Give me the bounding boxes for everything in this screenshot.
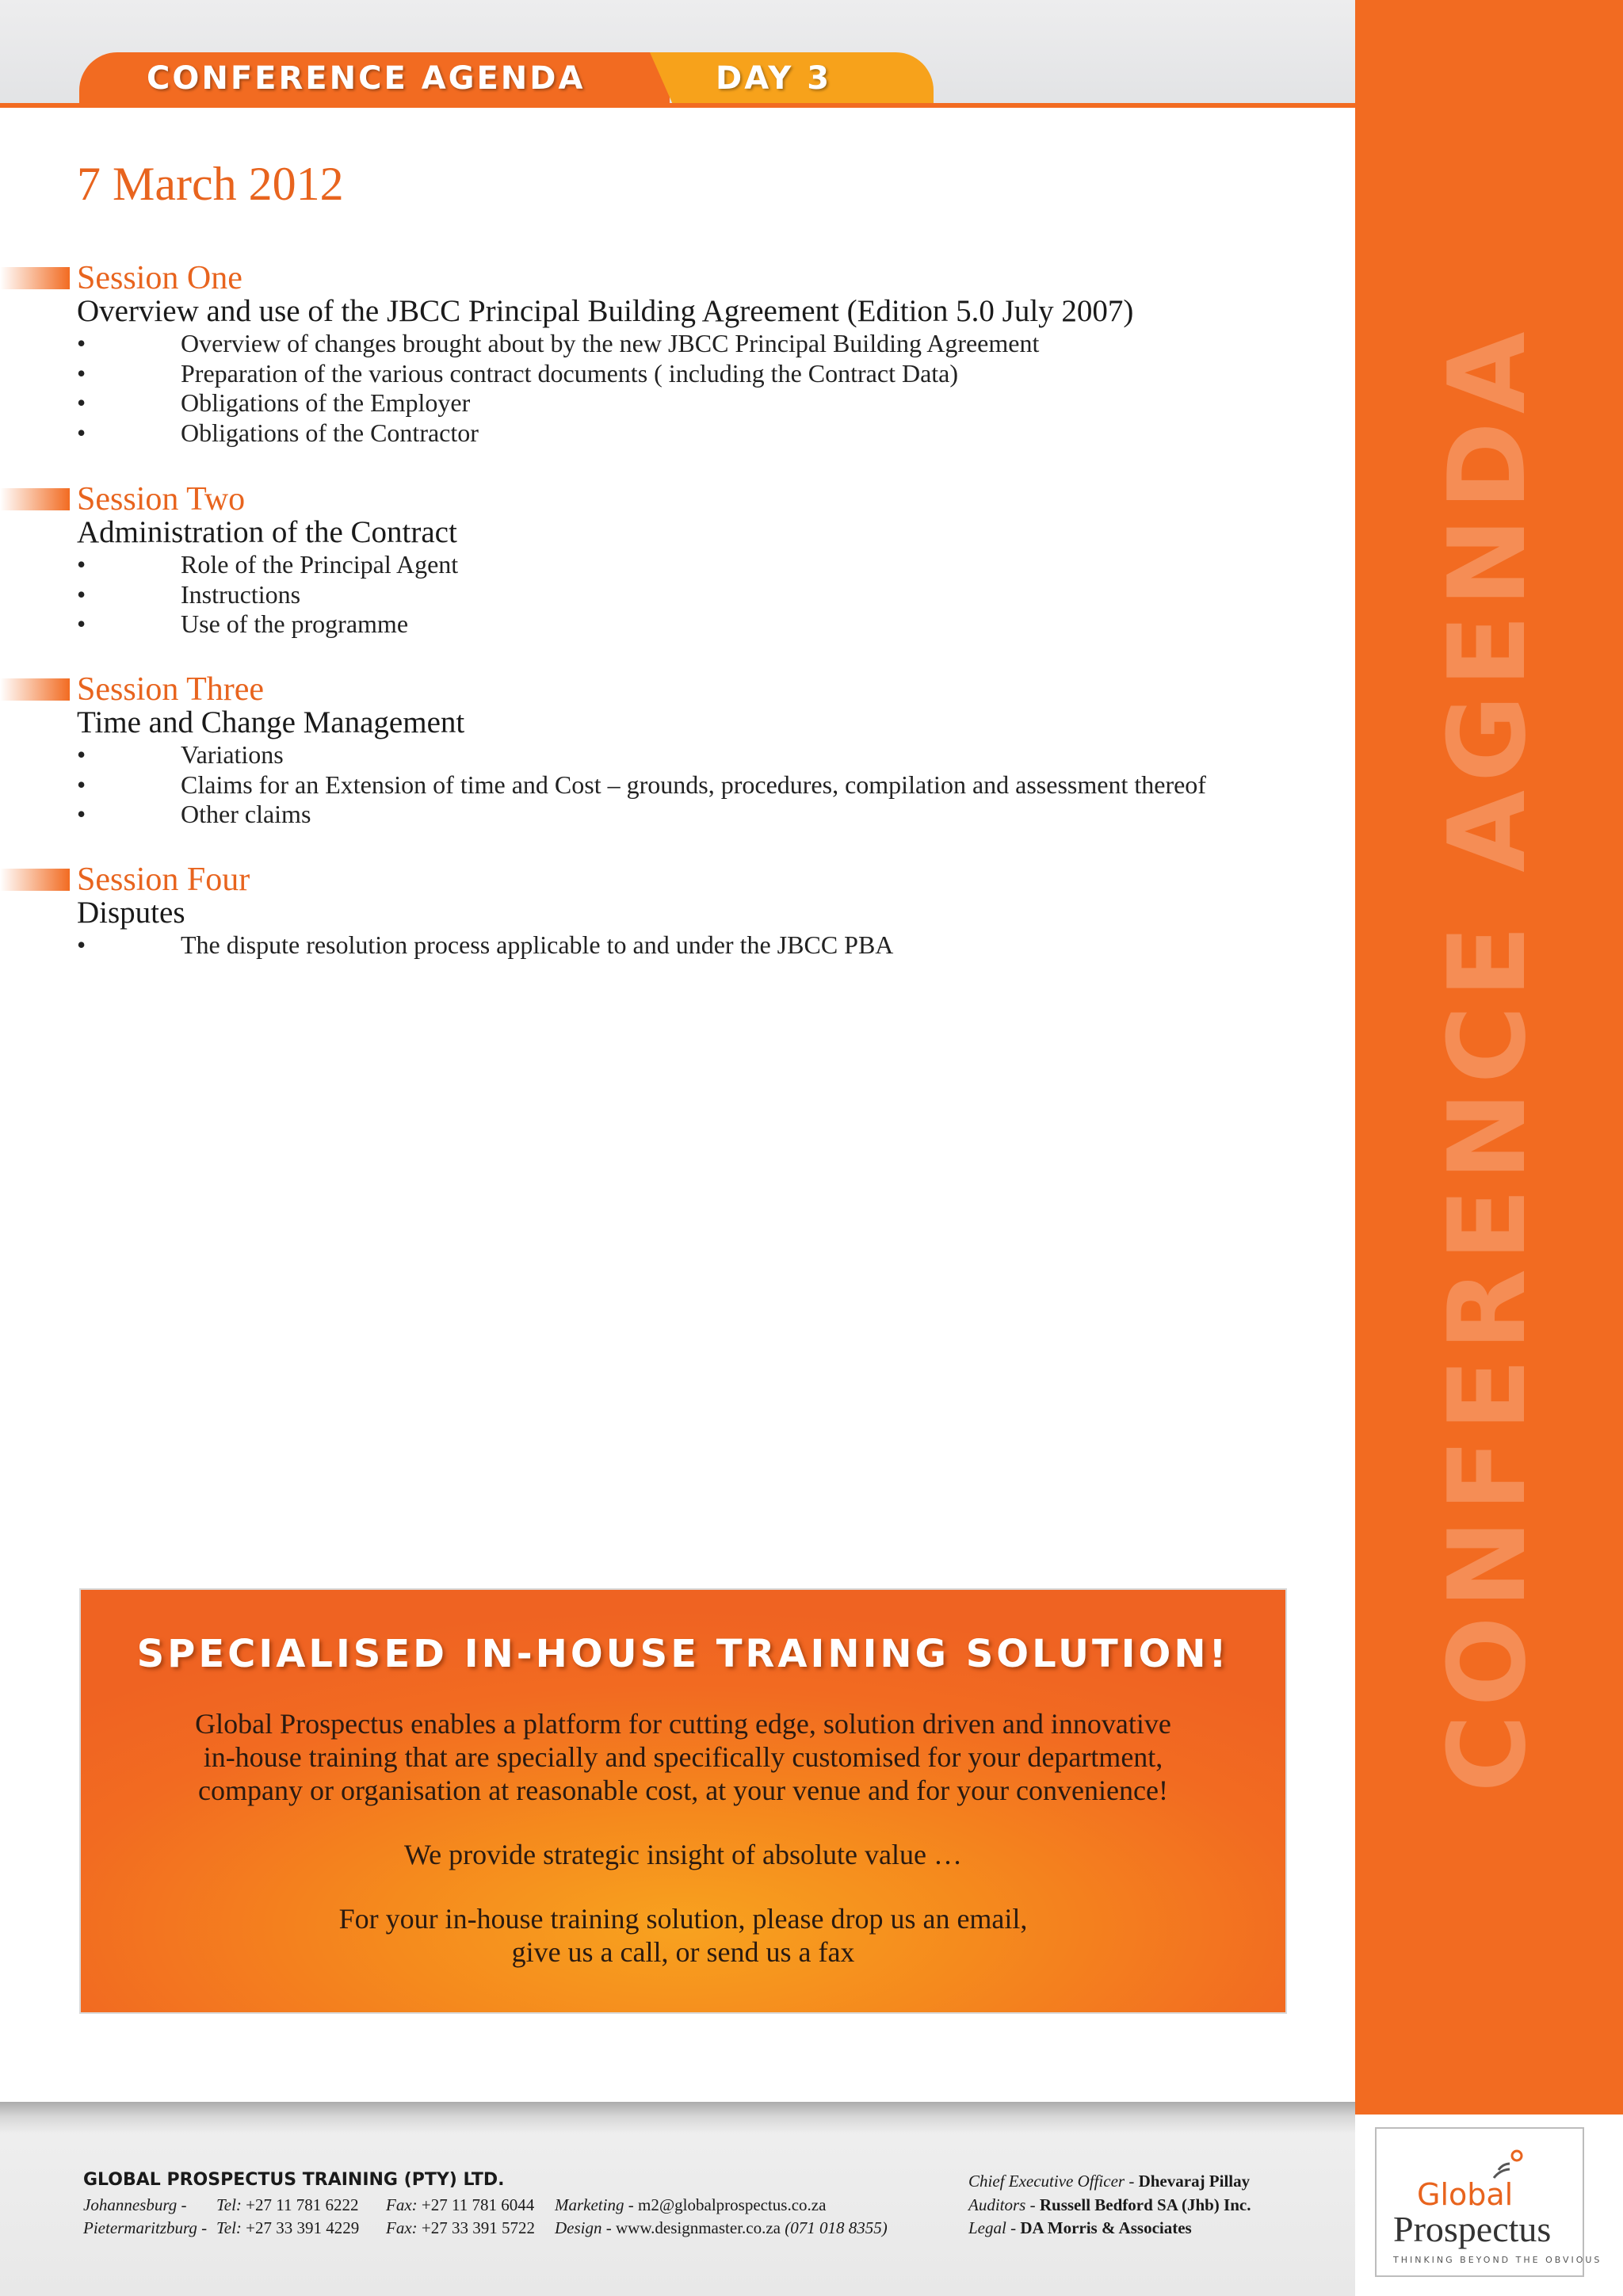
session-subtitle: Time and Change Management xyxy=(77,705,465,739)
footer-fax: Fax: +27 33 391 5722 xyxy=(386,2218,535,2237)
logo-word-prospectus: Prospectus xyxy=(1393,2209,1552,2249)
bullet: • xyxy=(77,609,86,638)
session-marker xyxy=(0,869,70,891)
logo-tagline: THINKING BEYOND THE OBVIOUS xyxy=(1393,2255,1602,2265)
footer-phone: Tel: +27 11 781 6222 xyxy=(216,2195,359,2214)
footer-city: Pietermaritzburg - xyxy=(83,2218,208,2237)
session-marker xyxy=(0,488,70,510)
footer-ceo: Chief Executive Officer - Dhevaraj Pillay xyxy=(968,2172,1251,2191)
session-title: Session Three xyxy=(77,671,265,708)
footer-legal: Legal - DA Morris & Associates xyxy=(968,2218,1192,2237)
session-title: Session One xyxy=(77,260,242,296)
promo-paragraph: Global Prospectus enables a platform for cutting edge, solution driven and innovative in-house training that are specially and specifically customised for your department, company or organisation at reasonable cost, at your venue and for your convenience! xyxy=(195,1708,1171,1806)
footer-marketing: Marketing - m2@globalprospectus.co.za xyxy=(555,2195,827,2214)
promo-call-to-action: For your in-house training solution, please drop us an email, give us a call, or send us a fax xyxy=(338,1903,1028,1968)
promo-title: SPECIALISED IN-HOUSE TRAINING SOLUTION! xyxy=(136,1632,1230,1676)
bullet: • xyxy=(77,930,86,959)
bullet: • xyxy=(77,800,86,828)
session-subtitle: Disputes xyxy=(77,896,185,930)
footer-auditors: Auditors - Russell Bedford SA (Jhb) Inc. xyxy=(968,2195,1251,2214)
bullet: • xyxy=(77,329,86,357)
footer-phone: Tel: +27 33 391 4229 xyxy=(216,2218,360,2237)
bullet: • xyxy=(77,358,86,388)
footer-city: Johannesburg - xyxy=(83,2195,187,2214)
session-title: Session Two xyxy=(77,481,246,518)
bullet: • xyxy=(77,550,86,579)
day-tab-label: DAY 3 xyxy=(716,60,832,97)
agenda-tab-label: CONFERENCE AGENDA xyxy=(147,60,586,97)
header-divider xyxy=(0,103,1355,108)
promo-tagline: We provide strategic insight of absolute value … xyxy=(404,1839,962,1870)
company-name: GLOBAL PROSPECTUS TRAINING (PTY) LTD. xyxy=(83,2170,505,2190)
bullet: • xyxy=(77,770,86,799)
page-date: 7 March 2012 xyxy=(77,158,344,210)
logo-word-global: Global xyxy=(1417,2177,1514,2212)
bullet: • xyxy=(77,740,86,769)
session-subtitle: Administration of the Contract xyxy=(77,515,457,549)
sidebar-vertical-title: CONFERENCE AGENDA xyxy=(1426,323,1549,1793)
session-subtitle: Overview and use of the JBCC Principal Building Agreement (Edition 5.0 July 2007) xyxy=(77,294,1134,328)
bullet: • xyxy=(77,388,86,417)
session-marker xyxy=(0,678,70,701)
bullet: • xyxy=(77,418,86,447)
footer-design: Design - www.designmaster.co.za (071 018 8355) xyxy=(555,2218,888,2237)
footer-fax: Fax: +27 11 781 6044 xyxy=(386,2195,535,2214)
session-marker xyxy=(0,267,70,289)
bullet: • xyxy=(77,579,86,609)
session-title: Session Four xyxy=(77,861,250,898)
promo-box xyxy=(79,1588,1287,2014)
